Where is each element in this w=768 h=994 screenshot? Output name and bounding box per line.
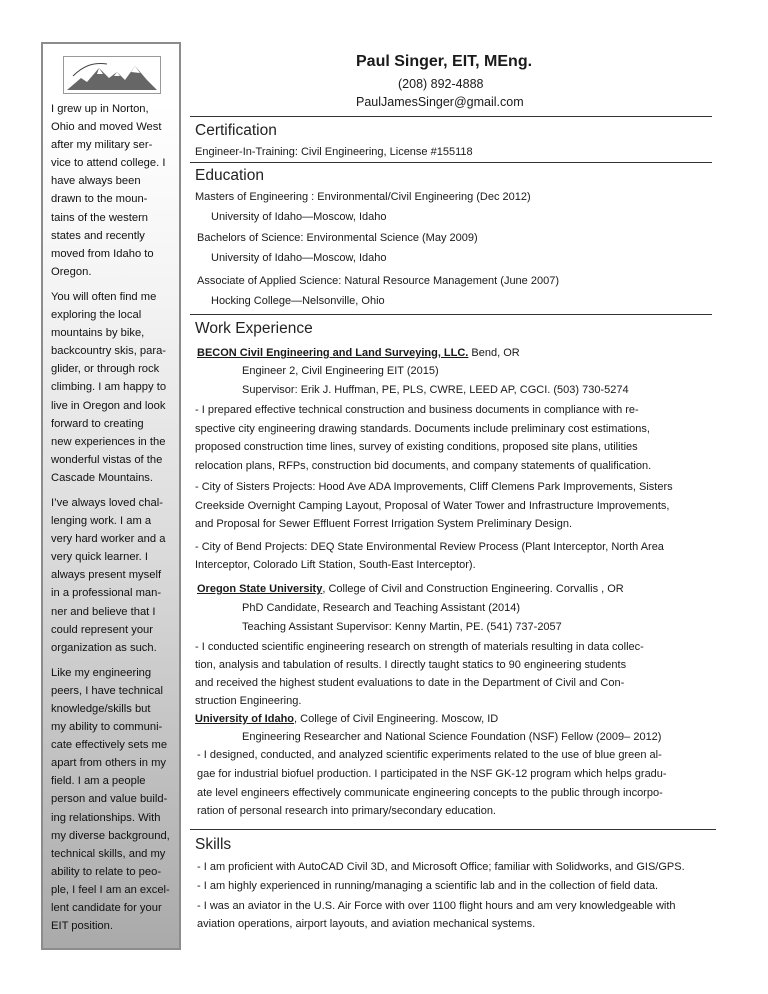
job-description-line: relocation plans, RFPs, construction bid documents, and company statements of qualification. — [195, 460, 652, 472]
work-experience-heading: Work Experience — [195, 320, 313, 337]
certification-line: Engineer-In-Training: Civil Engineering, License #155118 — [195, 146, 473, 158]
resume-main — [190, 0, 730, 994]
sidebar-bio — [51, 100, 177, 942]
job-description-line: and Proposal for Sewer Effluent Forrest Irrigation System Preliminary Design. — [195, 518, 573, 530]
bio-paragraph: You will often find me exploring the local mountains by bike, backcountry skis, para- glider, or through rock climbing. I am happy to live in Oregon and look forward to creating new experiences in the wonderful vistas of the Cascade Mountains. — [51, 290, 167, 484]
job-description-line: gae for industrial biofuel production. I participated in the NSF GK-12 program which helps gradu- — [197, 768, 667, 780]
employer-name: BECON Civil Engineering and Land Surveying, LLC. — [197, 347, 469, 359]
bio-paragraph: I’ve always loved chal- lenging work. I am a very hard worker and a very quick learner. I always present myself in a professional man- ner and believe that I could represent your organization as such. — [51, 496, 166, 654]
job-description-line: - City of Sisters Projects: Hood Ave ADA Improvements, Cliff Clemens Park Improvements, Sisters — [195, 481, 673, 493]
degree-line: Bachelors of Science: Environmental Science (May 2009) — [197, 232, 478, 244]
employer-name: University of Idaho — [195, 713, 295, 725]
job-supervisor: Supervisor: Erik J. Huffman, PE, PLS, CWRE, LEED AP, CGCI. (503) 730-5274 — [242, 384, 629, 396]
job-description-line: ration of personal research into primary/secondary education. — [197, 805, 496, 817]
job-description-line: - I designed, conducted, and analyzed scientific experiments related to the use of blue green al- — [197, 749, 662, 761]
school-line: University of Idaho—Moscow, Idaho — [211, 252, 387, 264]
bio-paragraph: Like my engineering peers, I have technical knowledge/skills but my ability to communi- cate effectively sets me apart from others in my field. I am a people person and value build- ing relationships. With my diverse background, technical skills, and my ability to relate to peo- ple, I feel I am an excel- lent candidate for your EIT position. — [51, 666, 170, 933]
job-role: Engineering Researcher and National Science Foundation (NSF) Fellow (2009– 2012) — [242, 731, 662, 743]
job-description-line: struction Engineering. — [195, 695, 302, 707]
skills-heading: Skills — [195, 836, 232, 853]
employer-location: Bend, OR — [468, 347, 520, 359]
job-description-line: - I conducted scientific engineering research on strength of materials resulting in data collec- — [195, 641, 644, 653]
certification-heading: Certification — [195, 122, 277, 139]
sidebar — [41, 42, 181, 950]
skill-line: - I was an aviator in the U.S. Air Force with over 1100 flight hours and am very knowledgeable with — [197, 900, 676, 912]
employer-line — [197, 583, 624, 595]
degree-line: Associate of Applied Science: Natural Resource Management (June 2007) — [197, 275, 559, 287]
employer-line — [195, 713, 498, 725]
employer-name: Oregon State University — [197, 583, 323, 595]
divider — [190, 162, 712, 163]
job-description-line: spective city engineering drawing standards. Documents include preliminary cost estimations, — [195, 423, 650, 435]
email-address: PaulJamesSinger@gmail.com — [356, 95, 524, 109]
job-description-line: - I prepared effective technical construction and business documents in compliance with re- — [195, 404, 639, 416]
employer-location: , College of Civil Engineering. Moscow, ID — [294, 713, 499, 725]
divider — [190, 116, 712, 117]
employer-location: , College of Civil and Construction Engineering. Corvallis , OR — [322, 583, 624, 595]
divider — [190, 829, 716, 830]
job-supervisor: Teaching Assistant Supervisor: Kenny Martin, PE. (541) 737-2057 — [242, 621, 562, 633]
job-description-line: Interceptor, Colorado Lift Station, South-East Interceptor). — [195, 559, 476, 571]
job-description-line: and received the highest student evaluations to date in the Department of Civil and Con- — [195, 677, 625, 689]
education-heading: Education — [195, 167, 264, 184]
candidate-name: Paul Singer, EIT, MEng. — [356, 53, 533, 70]
skill-line: aviation operations, airport layouts, and aviation mechanical systems. — [197, 918, 536, 930]
divider — [190, 314, 712, 315]
job-description-line: proposed construction time lines, survey of existing conditions, proposed site plans, utilities — [195, 441, 638, 453]
skill-line: - I am highly experienced in running/managing a scientific lab and in the collection of field data. — [197, 880, 659, 892]
school-line: Hocking College—Nelsonville, Ohio — [211, 295, 385, 307]
degree-line: Masters of Engineering : Environmental/Civil Engineering (Dec 2012) — [195, 191, 531, 203]
phone-number: (208) 892-4888 — [398, 77, 484, 91]
job-description-line: Creekside Overnight Camping Layout, Proposal of Water Tower and Infrastructure Improvements, — [195, 500, 670, 512]
mountain-logo-icon — [63, 56, 161, 94]
employer-line — [197, 347, 520, 359]
job-description-line: - City of Bend Projects: DEQ State Environmental Review Process (Plant Interceptor, North Area — [195, 541, 664, 553]
job-description-line: tion, analysis and tabulation of results. I directly taught statics to 90 engineering students — [195, 659, 627, 671]
skill-line: - I am proficient with AutoCAD Civil 3D, and Microsoft Office; familiar with Solidworks, and GIS/GPS. — [197, 861, 685, 873]
job-role: PhD Candidate, Research and Teaching Assistant (2014) — [242, 602, 521, 614]
bio-paragraph: I grew up in Norton, Ohio and moved West after my military ser- vice to attend college. I have always been drawn to the moun- tains of the western states and recently moved from Idaho to Oregon. — [51, 103, 166, 278]
school-line: University of Idaho—Moscow, Idaho — [211, 211, 387, 223]
job-role: Engineer 2, Civil Engineering EIT (2015) — [242, 365, 439, 377]
job-description-line: ate level engineers effectively communicate engineering concepts to the public through incorpo- — [197, 787, 663, 799]
